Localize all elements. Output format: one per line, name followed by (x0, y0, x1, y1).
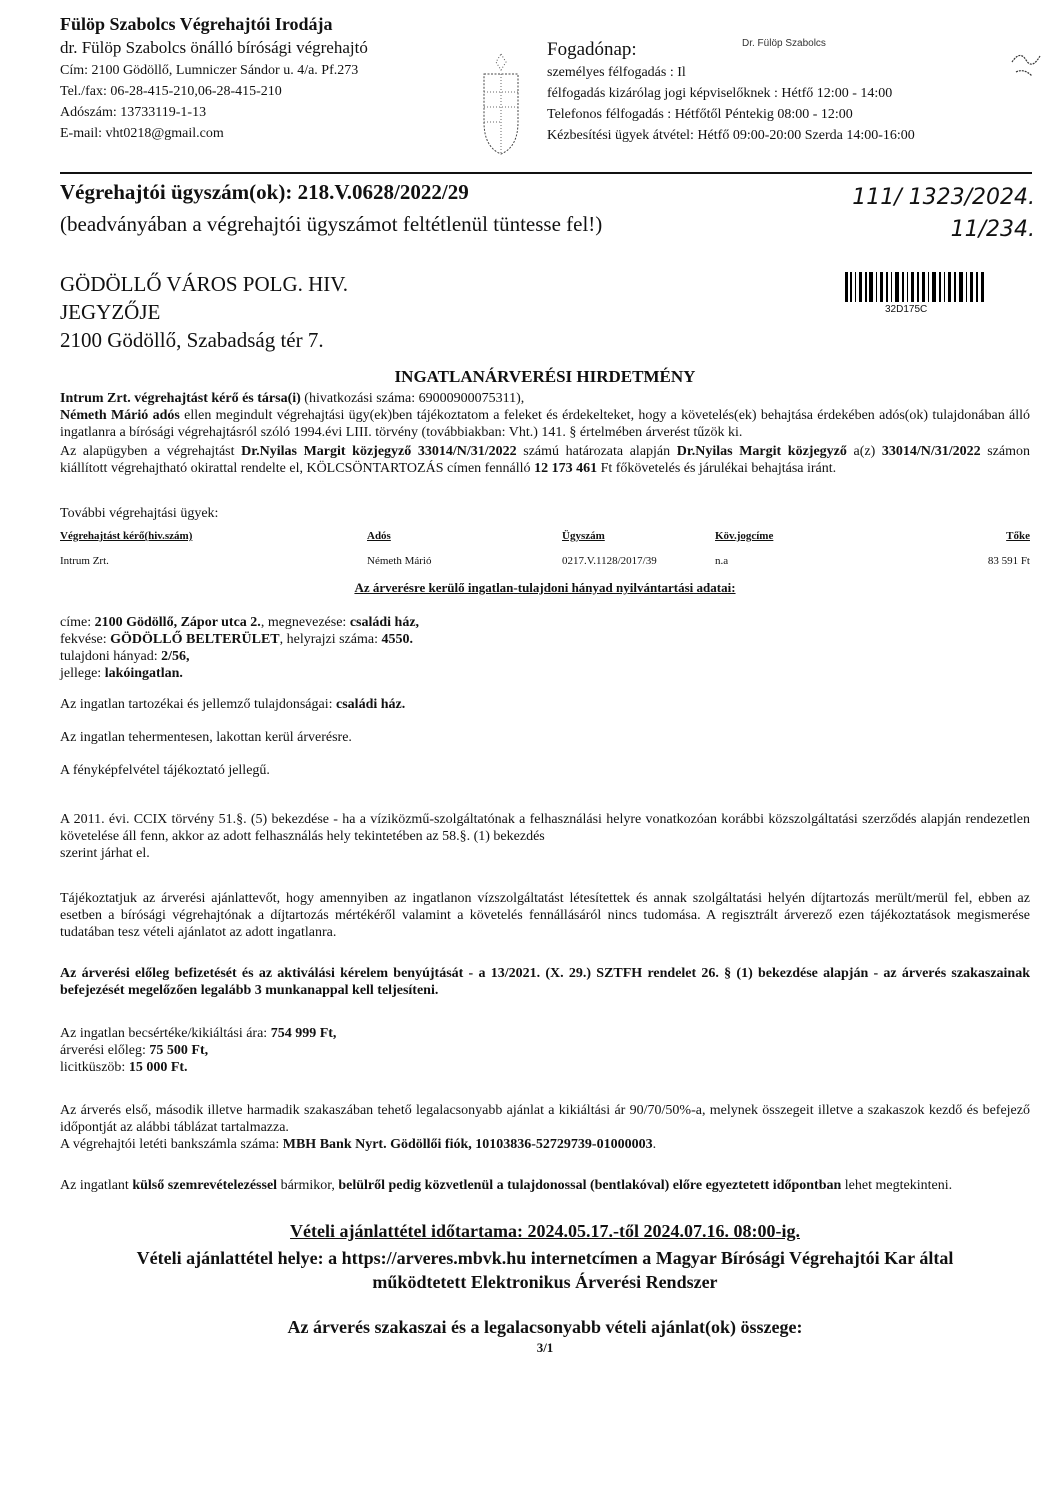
recipient-line: GÖDÖLLŐ VÁROS POLG. HIV. (60, 272, 348, 296)
reception-title: Fogadónap: (547, 39, 637, 60)
bank-account: A végrehajtói letéti bankszámla száma: MBH Bank Nyrt. Gödöllői fiók, 10103836-52729739-01000003. (60, 1137, 657, 1152)
offer-period: Vételi ajánlattétel időtartama: 2024.05.17.-től 2024.07.16. 08:00-ig. (290, 1221, 800, 1241)
info-paragraph: Tájékoztatjuk az árverési ajánlattevőt, hogy amennyiben az ingatlanon vízszolgáltatást létesítettek és annak szolgáltatási helyén díjtartozás merült/merül fel, ebben az esetben a bírósági végrehajtónak a díjtartozás mértékéről valamint a követelés fennállásáról nincs tudomása. A regisztrált árverező ezen tájékoztatások megismerése tudatában tesz vételi ajánlatot az adott ingatlanra. (60, 891, 1030, 940)
office-name: Fülöp Szabolcs Végrehajtói Irodája (60, 14, 333, 34)
stages-paragraph: Az árverés első, második illetve harmadik szakaszában tehető legalacsonyabb ajánlat a kikiáltási ár 90/70/50%-a, melynek összegeit illetve a szakaszok kezdő és befejező időpontját az alábbi táblázat tartalmazza. (60, 1103, 1030, 1135)
document-body (60, 366, 1030, 1355)
cell: 83 591 Ft (987, 555, 1030, 567)
recipient-line: JEGYZŐJE (60, 300, 161, 324)
law-paragraph: A 2011. évi. CCIX törvény 51.§. (5) bekezdése - ha a víziközmű-szolgáltatónak a felhasználási helyre vonatkozóan korábbi közszolgáltatási szerződés alapján rendezetlen követelése áll fenn, akkor az adott felhasználás hely tekintetében az 58.§. (1) bekezdés (60, 812, 1030, 844)
office-email: E-mail: vht0218@gmail.com (60, 126, 224, 141)
reception-line: félfogadás kizárólag jogi képviselőknek : Hétfő 12:00 - 14:00 (547, 86, 893, 101)
law-paragraph-end: szerint járhat el. (60, 846, 150, 861)
property-location: fekvése: GÖDÖLLŐ BELTERÜLET, helyrajzi száma: 4550. (60, 632, 413, 647)
stages-title: Az árverés szakaszai és a legalacsonyabb vételi ajánlat(ok) összege: (287, 1317, 803, 1337)
coat-of-arms-icon (480, 52, 522, 157)
office-address: Cím: 2100 Gödöllő, Lumniczer Sándor u. 4/a. Pf.273 (60, 63, 359, 78)
property-section-title: Az árverésre kerülő ingatlan-tulajdoni hányad nyilvántartási adatai: (354, 580, 736, 595)
auction-deposit: árverési előleg: 75 500 Ft, (60, 1043, 209, 1058)
offer-place: Vételi ajánlattétel helye: a https://arveres.mbvk.hu internetcímen a Magyar Bírósági Végrehajtói Kar által működtetett Elektronikus Árverési Rendszer (136, 1248, 954, 1292)
other-cases-title: További végrehajtási ügyek: (60, 506, 219, 521)
header-divider (60, 172, 1032, 174)
photo-note: A fényképfelvétel tájékoztató jellegű. (60, 763, 270, 778)
intro-paragraph-2: Németh Márió adós ellen megindult végrehajtási ügy(ek)ben tájékoztatom a feleket és érdekelteket, hogy a követelés(ek) behajtása érdekében adós(ok) tulajdonában álló ingatlanra a bírósági végrehajtásról szóló 1994.évi LIII. törvény (továbbiakban: Vht.) 141. § értelmében árverést tűzök ki. (60, 408, 1030, 440)
case-block (60, 178, 602, 354)
col-header-creditor: Végrehajtást kérő(hiv.szám) (60, 530, 193, 542)
estimated-value: Az ingatlan becsértéke/kikiáltási ára: 754 999 Ft, (60, 1026, 337, 1041)
executor-title: dr. Fülöp Szabolcs önálló bírósági végrehajtó (60, 38, 368, 57)
intro-paragraph-3: Az alapügyben a végrehajtást Dr.Nyilas Margit közjegyző 33014/N/31/2022 számú határozata alapján Dr.Nyilas Margit közjegyző a(z) 33014/N/31/2022 számon kiállított végrehajtható okirattal rendelte el, KÖLCSÖNTARTOZÁS címen fennálló 12 173 461 Ft főkövetelés és járulékai behajtása iránt. (60, 444, 1030, 476)
col-header-debtor: Adós (367, 530, 391, 542)
deposit-paragraph: Az árverési előleg befizetését és az aktiválási kérelem benyújtását - a 13/2021. (X. 29.) SZTFH rendelet 26. § (1) bekezdése alapján - az árverés szakaszainak befejezését megelőzően legalább 3 munkanappal kell teljesíteni. (60, 966, 1030, 998)
cell: Németh Márió (367, 555, 432, 567)
reception-line: személyes félfogadás : Il (547, 65, 686, 80)
reception-line: Telefonos félfogadás : Hétfőtől Péntekig 08:00 - 12:00 (547, 107, 853, 122)
table-row (60, 554, 1030, 569)
property-address: címe: 2100 Gödöllő, Zápor utca 2., megnevezése: családi ház, (60, 615, 420, 630)
page-number: 3/1 (536, 1340, 554, 1355)
handwritten-registry-number: 111/ 1323/2024. (852, 185, 1035, 210)
recipient-line: 2100 Gödöllő, Szabadság tér 7. (60, 328, 324, 352)
cell: 0217.V.1128/2017/39 (562, 555, 657, 567)
document-heading: INGATLANÁRVERÉSI HIRDETMÉNY (394, 367, 696, 386)
viewing-paragraph: Az ingatlant külső szemrevételezéssel bármikor, belülről pedig közvetlenül a tulajdonossal (bentlakóval) előre egyeztetett időpontban lehet megtekinteni. (60, 1178, 953, 1193)
col-header-case-number: Ügyszám (562, 530, 605, 542)
col-header-claim-title: Köv.jogcíme (715, 530, 774, 542)
stamp-text: Dr. Fülöp Szabolcs (742, 38, 826, 49)
property-share: tulajdoni hányad: 2/56, (60, 649, 190, 664)
handwritten-subnumber: 11/234. (950, 217, 1035, 242)
property-accessories: Az ingatlan tartozékai és jellemző tulajdonságai: családi ház. (60, 697, 406, 712)
office-tax-number: Adószám: 13733119-1-13 (60, 105, 207, 120)
barcode-label: 32D175C (885, 304, 928, 315)
reception-hours (547, 38, 915, 146)
case-number: Végrehajtói ügyszám(ok): 218.V.0628/2022/29 (60, 180, 469, 204)
bid-increment: licitküszöb: 15 000 Ft. (60, 1060, 188, 1075)
property-type: jellege: lakóingatlan. (60, 666, 183, 681)
col-header-principal: Tőke (1006, 530, 1030, 542)
handwritten-block (845, 184, 1035, 244)
other-cases-header-row (60, 529, 1030, 544)
office-telfax: Tel./fax: 06-28-415-210,06-28-415-210 (60, 84, 282, 99)
occupancy-note: Az ingatlan tehermentesen, lakottan kerül árverésre. (60, 730, 352, 745)
reception-line: Kézbesítési ügyek átvétel: Hétfő 09:00-20:00 Szerda 14:00-16:00 (547, 128, 915, 143)
cell: n.a (715, 555, 729, 567)
signature-icon (1008, 42, 1044, 92)
office-header (60, 12, 368, 144)
intro-paragraph-1: Intrum Zrt. végrehajtást kérő és társa(i) (hivatkozási száma: 69000900075311), (60, 391, 525, 406)
barcode (845, 272, 985, 302)
case-note: (beadványában a végrehajtói ügyszámot feltétlenül tüntesse fel!) (60, 212, 603, 236)
cell: Intrum Zrt. (60, 555, 109, 567)
